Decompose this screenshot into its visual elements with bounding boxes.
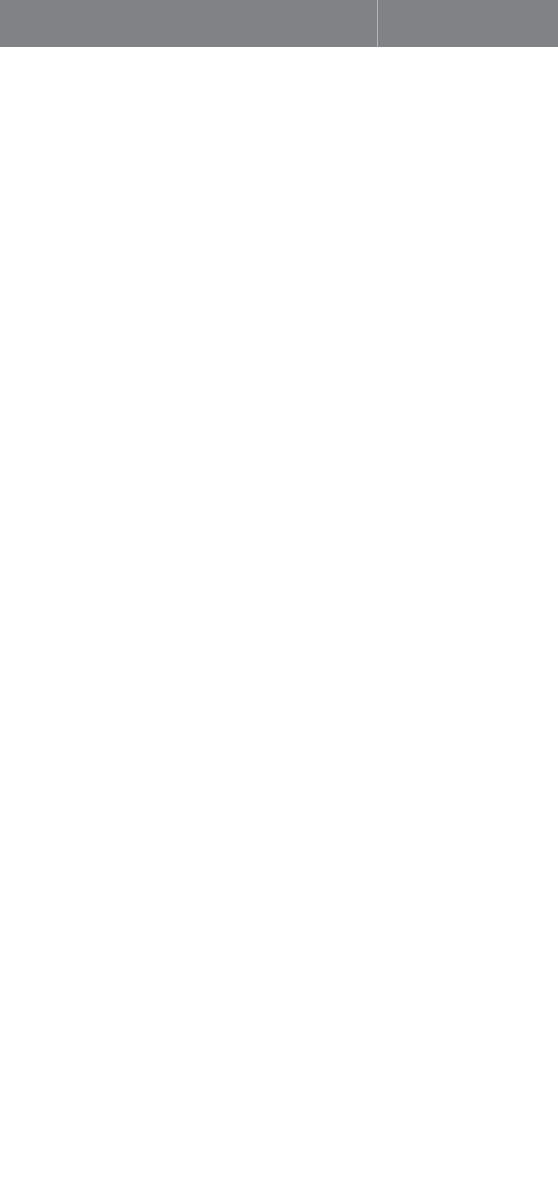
table-header [0,0,558,47]
demographics-table [0,0,558,47]
header-variable [0,0,378,47]
header-n [378,0,558,47]
